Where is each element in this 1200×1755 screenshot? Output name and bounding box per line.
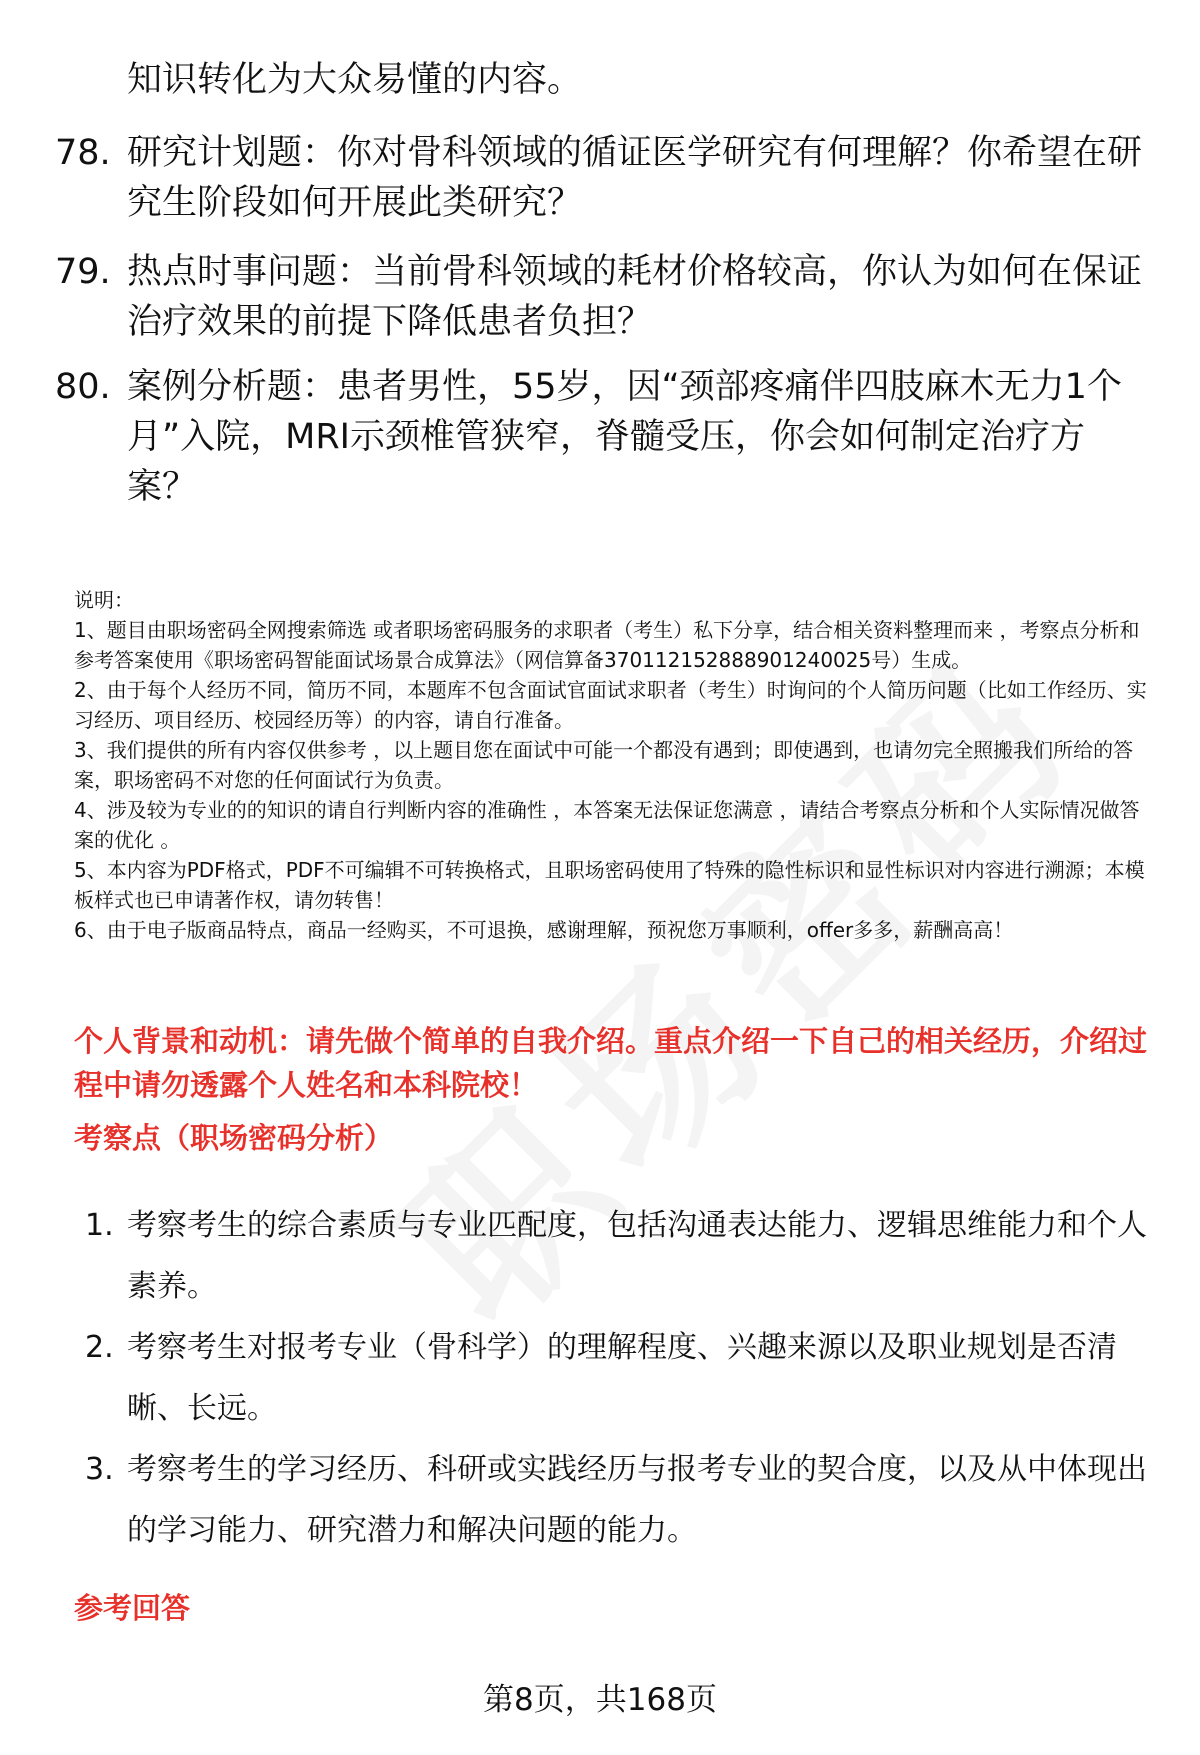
point-text: 考察考生的综合素质与专业匹配度，包括沟通表达能力、逻辑思维能力和个人素养。 [127,1208,1147,1304]
note-item: 2、由于每个人经历不同，简历不同，本题库不包含面试官面试求职者（考生）时询问的个人简历问题（比如工作经历、实习经历、项目经历、校园经历等）的内容，请自行准备。 [74,678,1147,732]
analysis-point [0,1195,1200,1317]
section-title-personal-background: 个人背景和动机：请先做个简单的自我介绍。重点介绍一下自己的相关经历，介绍过程中请勿透露个人姓名和本科院校！ [74,1024,1148,1102]
analysis-heading: 考察点（职场密码分析） [74,1121,394,1155]
note-item: 6、由于电子版商品特点，商品一经购买，不可退换，感谢理解，预祝您万事顺利，offer多多，薪酬高高！ [74,918,1014,942]
question-continuation: 知识转化为大众易懂的内容。 [127,60,583,100]
question-number: 80. [55,367,111,407]
point-number: 3. [85,1452,114,1487]
analysis-point [0,1439,1200,1561]
page-footer: 第8页，共168页 [483,1682,717,1718]
question-text: 案例分析题：患者男性，55岁，因“颈部疼痛伴四肢麻木无力1个月”入院，MRI示颈椎管狭窄，脊髓受压，你会如何制定治疗方案？ [127,367,1122,507]
point-text: 考察考生的学习经历、科研或实践经历与报考专业的契合度，以及从中体现出的学习能力、研究潜力和解决问题的能力。 [127,1452,1147,1548]
analysis-points-list [0,1195,1200,1561]
note-item: 4、涉及较为专业的的知识的请自行判断内容的准确性 ，本答案无法保证您满意 ，请结合考察点分析和个人实际情况做答案的优化 。 [74,798,1140,852]
question-number: 78. [55,133,111,173]
question-text: 研究计划题：你对骨科领域的循证医学研究有何理解？你希望在研究生阶段如何开展此类研究？ [127,133,1143,223]
note-item: 5、本内容为PDF格式，PDF不可编辑不可转换格式，且职场密码使用了特殊的隐性标识和显性标识对内容进行溯源；本模板样式也已申请著作权，请勿转售！ [74,858,1145,912]
point-text: 考察考生对报考专业（骨科学）的理解程度、兴趣来源以及职业规划是否清晰、长远。 [127,1330,1117,1426]
question-text: 热点时事问题：当前骨科领域的耗材价格较高，你认为如何在保证治疗效果的前提下降低患者负担？ [127,252,1143,342]
question-number: 79. [55,252,111,292]
disclaimer-notes [74,585,1154,945]
note-item: 3、我们提供的所有内容仅供参考 ，以上题目您在面试中可能一个都没有遇到；即使遇到，也请勿完全照搬我们所给的答案，职场密码不对您的任何面试行为负责。 [74,738,1134,792]
notes-heading: 说明： [74,588,134,612]
note-item: 1、题目由职场密码全网搜索筛选 或者职场密码服务的求职者（考生）私下分享，结合相关资料整理而来 ，考察点分析和参考答案使用《职场密码智能面试场景合成算法》（网信算备370112152888901240025号）生成。 [74,618,1140,672]
point-number: 1. [85,1208,114,1243]
analysis-point [0,1317,1200,1439]
point-number: 2. [85,1330,114,1365]
answer-heading: 参考回答 [74,1591,191,1625]
